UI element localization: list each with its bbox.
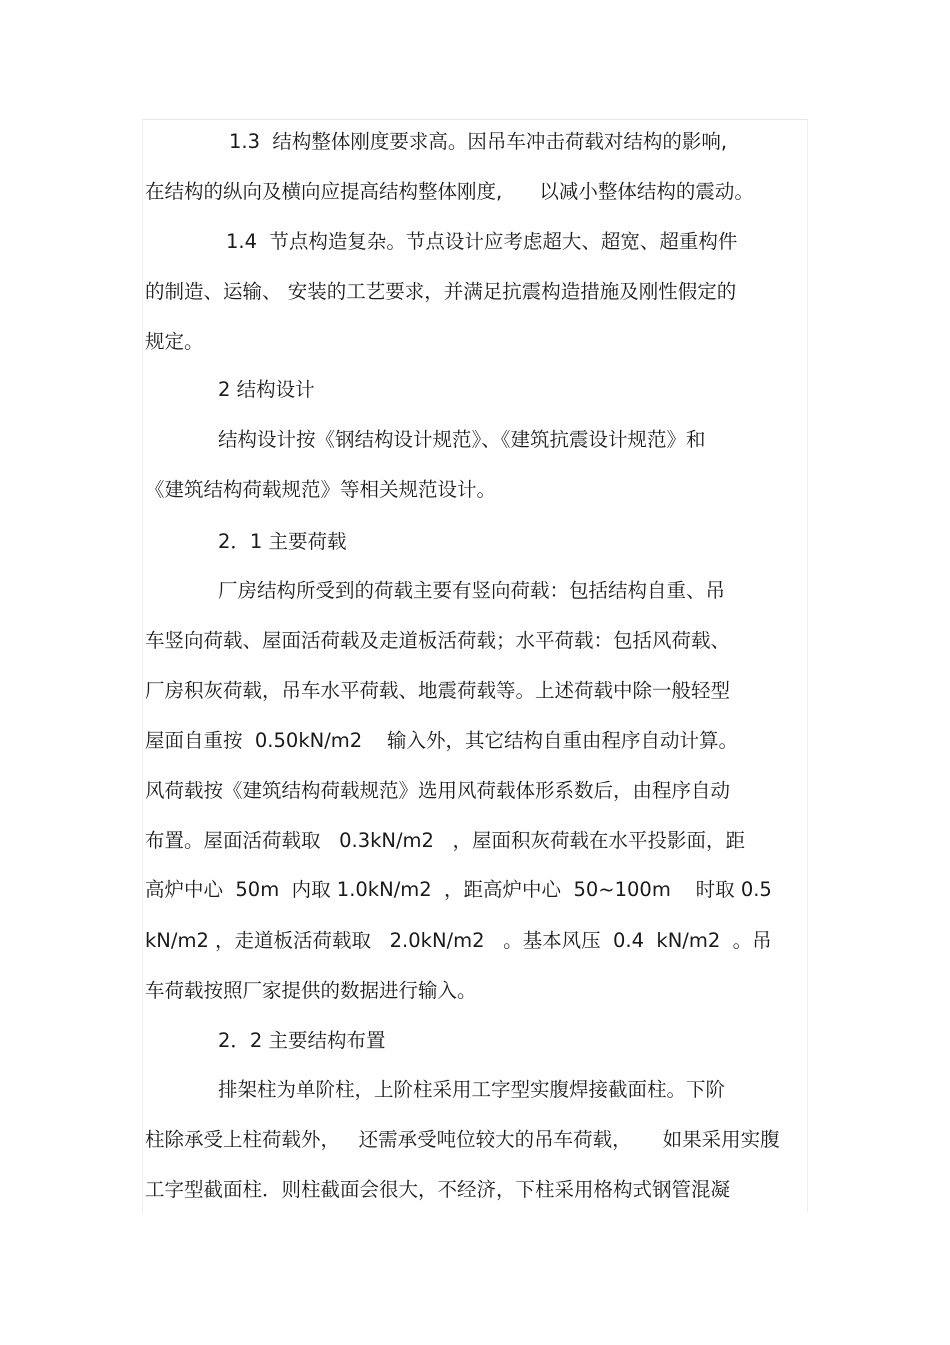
text-line-8: 《建筑结构荷载规范》等相关规范设计。 (145, 478, 497, 501)
text-line-13: 屋面自重按 0.50kN/m2 输入外，其它结构自重由程序自动计算。 (145, 729, 738, 752)
page-frame-left (142, 119, 143, 1212)
text-line-1: 1.3 结构整体刚度要求高。因吊车冲击荷载对结构的影响, (229, 130, 728, 153)
text-line-14: 风荷载按《建筑结构荷载规范》选用风荷载体形系数后，由程序自动 (145, 779, 731, 802)
text-line-7: 结构设计按《钢结构设计规范》、《建筑抗震设计规范》和 (218, 428, 706, 451)
text-line-21: 柱除承受上柱荷载外， 还需承受吨位较大的吊车荷载， 如果采用实腹 (145, 1128, 780, 1151)
text-line-16: 高炉中心 50m 内取 1.0kN/m2 ，距高炉中心 50~100m 时取 0.5 (145, 878, 772, 901)
text-line-5: 规定。 (145, 330, 204, 353)
text-line-20: 排架柱为单阶柱，上阶柱采用工字型实腹焊接截面柱。下阶 (218, 1078, 726, 1101)
text-line-15: 布置。屋面活荷载取 0.3kN/m2 ，屋面积灰荷载在水平投影面，距 (145, 829, 746, 852)
text-line-4: 的制造、运输、 安装的工艺要求，并满足抗震构造措施及刚性假定的 (145, 280, 737, 303)
page-frame-right (807, 119, 808, 1212)
text-line-10: 厂房结构所受到的荷载主要有竖向荷载：包括结构自重、吊 (218, 579, 726, 602)
text-line-12: 厂房积灰荷载，吊车水平荷载、地震荷载等。上述荷载中除一般轻型 (145, 679, 731, 702)
text-line-17: kN/m2 ，走道板活荷载取 2.0kN/m2 。基本风压 0.4 kN/m2 。吊 (145, 929, 772, 952)
section-heading-2-1: 2．1 主要荷载 (218, 530, 347, 553)
text-line-3: 1.4 节点构造复杂。节点设计应考虑超大、超宽、超重构件 (226, 230, 738, 253)
text-line-11: 车竖向荷载、屋面活荷载及走道板活荷载；水平荷载：包括风荷载、 (145, 629, 731, 652)
text-line-22: 工字型截面柱．则柱截面会很大，不经济，下柱采用格构式钢管混凝 (145, 1178, 731, 1201)
page-frame-top (142, 119, 808, 120)
text-line-2: 在结构的纵向及横向应提高结构整体刚度, 以减小整体结构的震动。 (145, 180, 754, 203)
section-heading-2: 2 结构设计 (218, 378, 315, 401)
text-line-18: 车荷载按照厂家提供的数据进行输入。 (145, 979, 477, 1002)
section-heading-2-2: 2．2 主要结构布置 (218, 1029, 386, 1052)
